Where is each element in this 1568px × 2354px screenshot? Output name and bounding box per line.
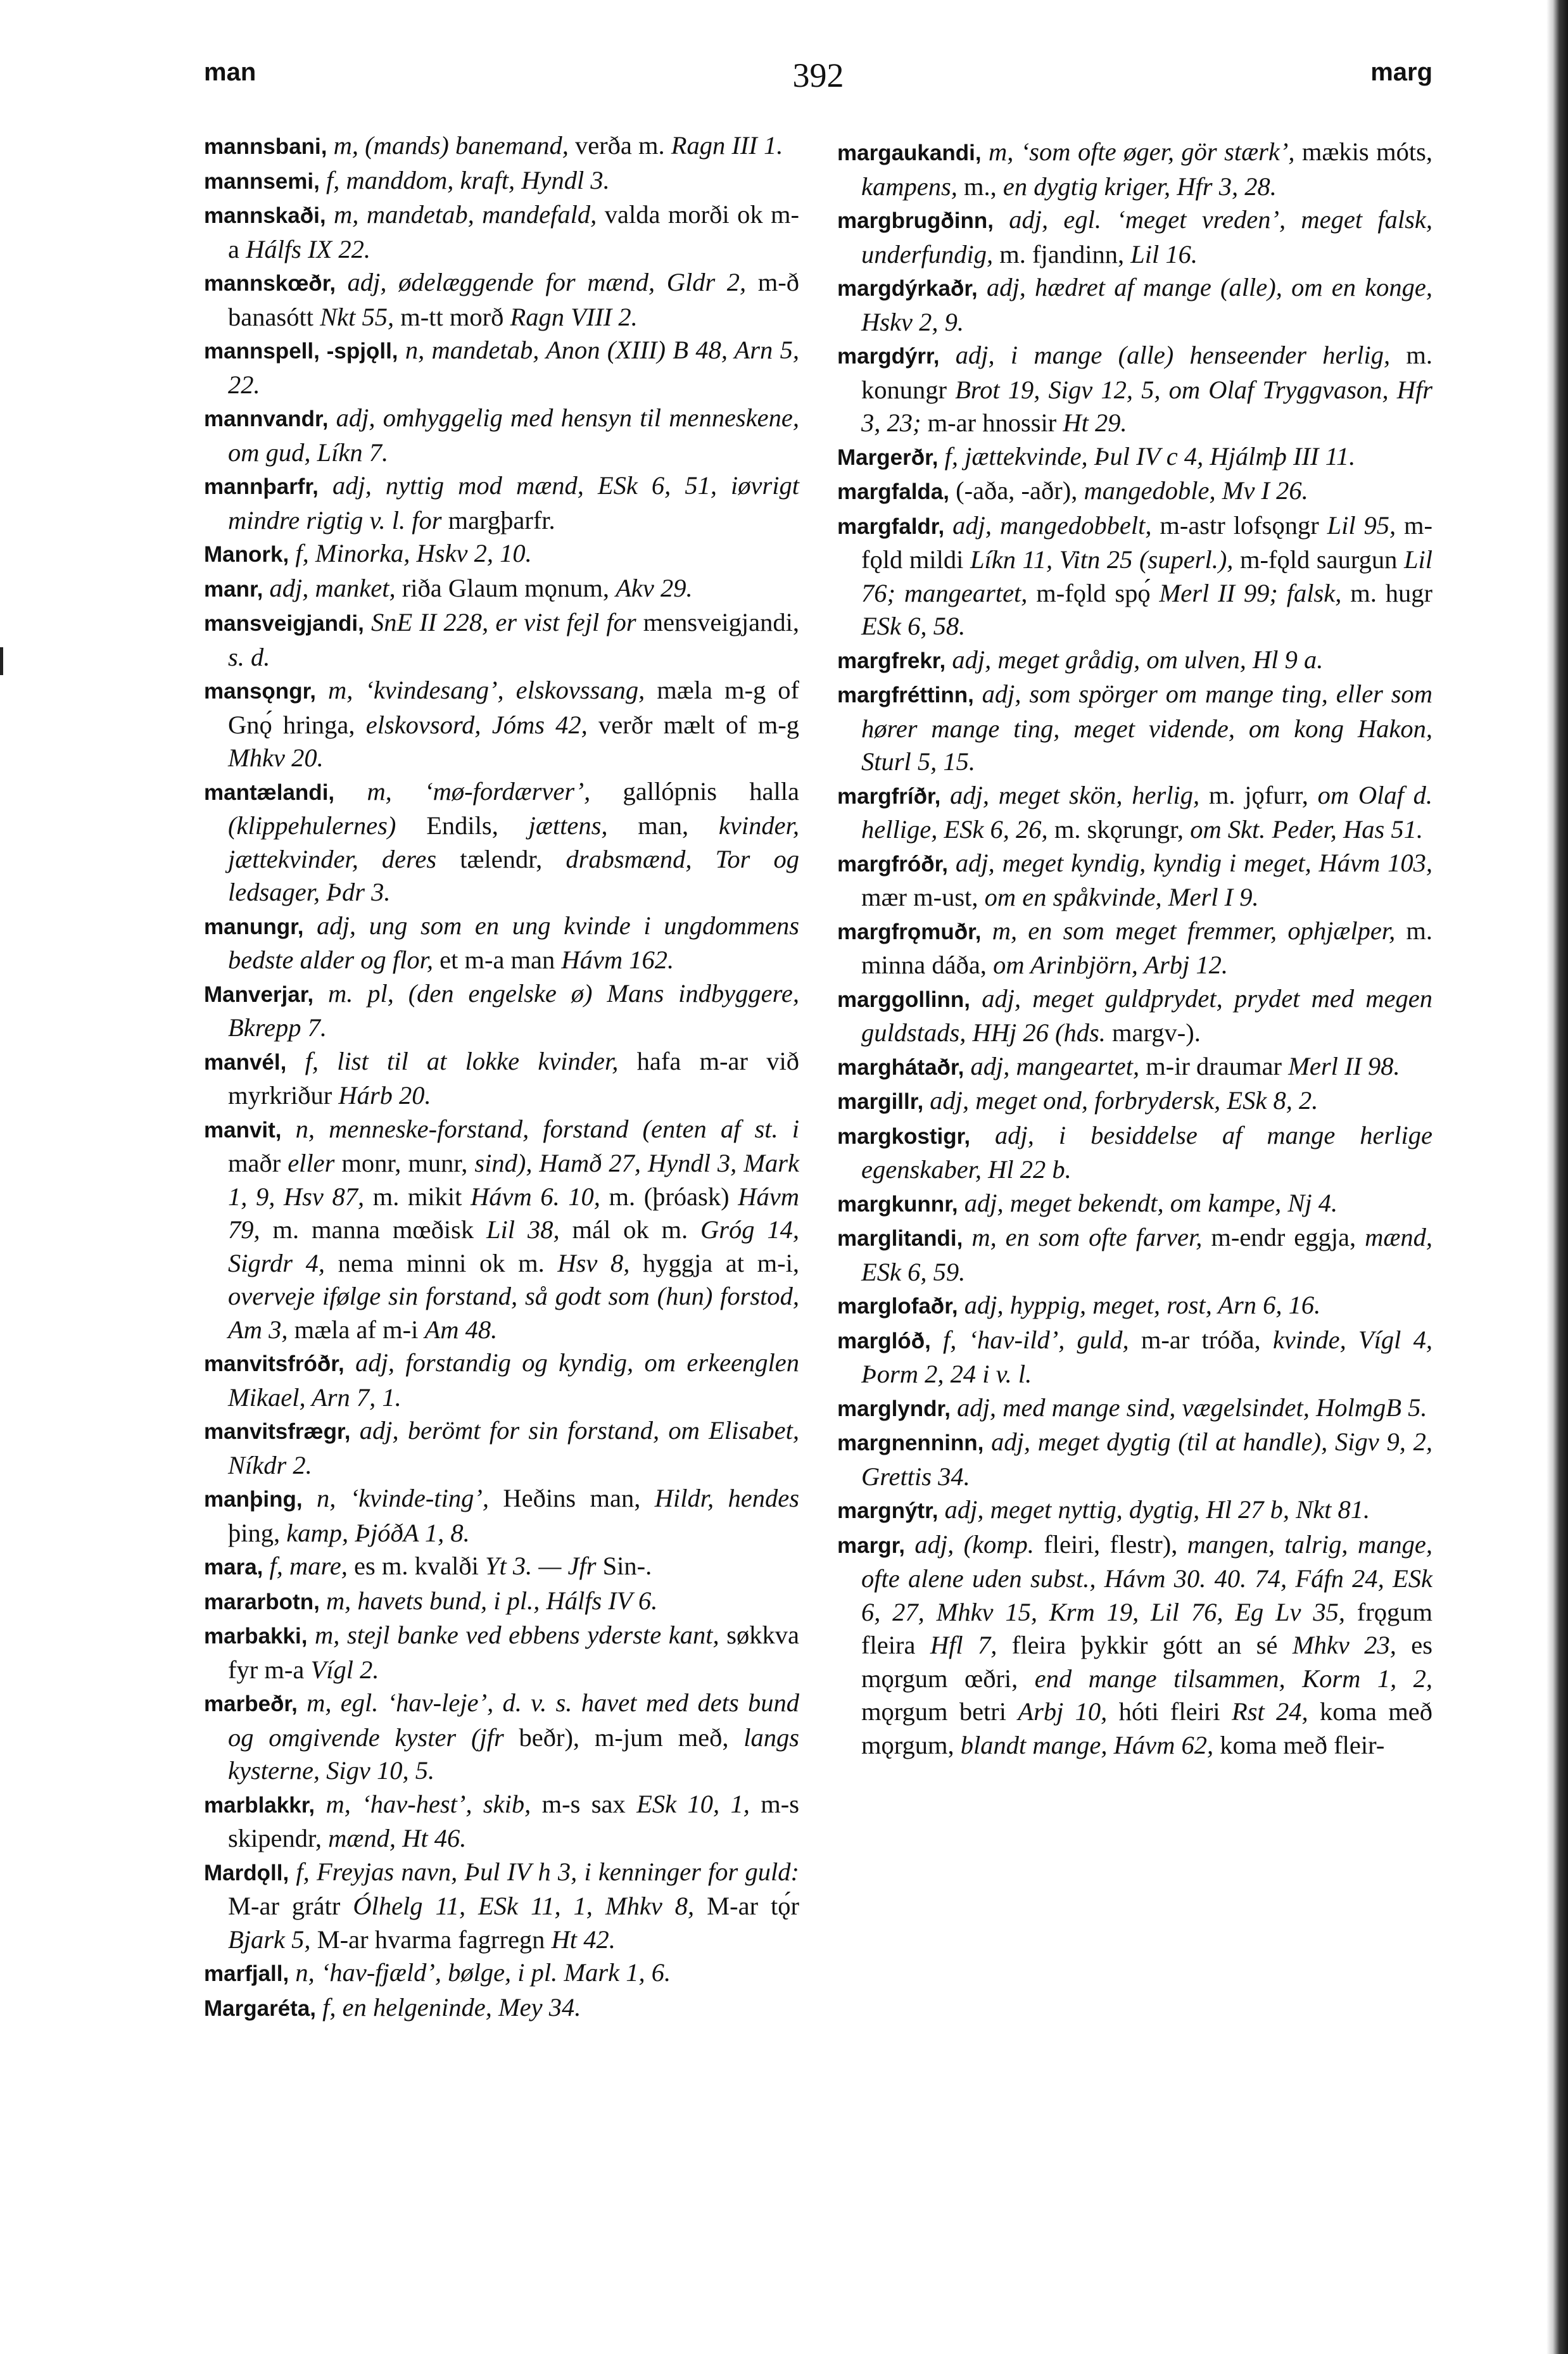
definition-italic: om en spåkvinde, Merl I 9. bbox=[984, 883, 1259, 911]
dictionary-entry bbox=[204, 334, 799, 402]
dictionary-entry bbox=[837, 678, 1432, 779]
definition-italic: end mange tilsammen, Korm 1, 2, bbox=[1034, 1664, 1433, 1693]
dictionary-entry bbox=[204, 1482, 799, 1550]
definition-roman: beðr), m-jum með, bbox=[519, 1723, 744, 1752]
headword: mannspell, -spjǫll, bbox=[204, 339, 398, 364]
definition-italic: adj, meget skön, herlig, bbox=[940, 780, 1209, 809]
definition-roman: es m. kvalði bbox=[354, 1552, 485, 1580]
page-number: 392 bbox=[792, 56, 844, 94]
headword: marglitandi, bbox=[837, 1226, 963, 1251]
dictionary-entry bbox=[204, 537, 799, 572]
dictionary-entry bbox=[837, 1221, 1432, 1289]
definition-italic: adj, forstandig og kyndig, om erkeenglen Mikael, Arn 7, 1. bbox=[228, 1348, 799, 1412]
dictionary-entry bbox=[837, 271, 1432, 339]
definition-roman: m. mikit bbox=[372, 1182, 471, 1211]
definition-italic: Hávm 6. 10, bbox=[471, 1182, 609, 1211]
dictionary-entry bbox=[204, 198, 799, 266]
definition-italic: drabsmænd, Tor og ledsager, Þdr 3. bbox=[228, 844, 800, 906]
headword: mara, bbox=[204, 1555, 263, 1579]
dictionary-entry bbox=[204, 1788, 799, 1856]
left-column bbox=[204, 129, 799, 2025]
headword: manvél, bbox=[204, 1049, 287, 1075]
definition-italic: blandt mange, Hávm 62, bbox=[960, 1730, 1220, 1759]
definition-italic: f, Freyjas navn, Þul IV h 3, i kenninger for guld: bbox=[289, 1857, 799, 1886]
definition-italic: adj, hyppig, meget, rost, Arn 6, 16. bbox=[958, 1291, 1321, 1319]
definition-italic: adj, i besiddelse af mange herlige egenskaber, Hl 22 b. bbox=[861, 1120, 1432, 1184]
definition-roman: et m-a man bbox=[439, 946, 562, 974]
definition-italic: Ragn VIII 2. bbox=[510, 302, 638, 331]
headword: mannskaði, bbox=[204, 203, 326, 228]
definition-roman: margþarfr. bbox=[448, 505, 555, 535]
dictionary-entry bbox=[837, 203, 1432, 271]
definition-italic: en dygtig kriger, Hfr 3, 28. bbox=[1002, 172, 1277, 201]
definition-italic: Rst 24, bbox=[1231, 1697, 1320, 1726]
definition-roman: m-ir draumar bbox=[1146, 1051, 1289, 1080]
headword: mannþarfr, bbox=[204, 474, 319, 499]
headword: manvitsfróðr, bbox=[204, 1351, 345, 1376]
definition-italic: Brot 19, Sigv 12, 5, om Olaf Tryggvason, Hfr 3, 23; bbox=[861, 375, 1432, 437]
definition-italic: adj, meget kyndig, kyndig i meget, Hávm 103, bbox=[948, 848, 1432, 877]
dictionary-entry bbox=[837, 1426, 1432, 1493]
dictionary-entry bbox=[204, 164, 799, 199]
headword: margfalda, bbox=[837, 479, 949, 504]
definition-italic: adj, manket, bbox=[263, 573, 402, 602]
dictionary-entry bbox=[837, 1493, 1432, 1528]
definition-italic: Vígl 2. bbox=[310, 1655, 379, 1684]
headword: manungr, bbox=[204, 914, 304, 939]
headword: margillr, bbox=[837, 1089, 924, 1114]
definition-italic: n, menneske-forstand, forstand (enten af st. i bbox=[281, 1114, 799, 1143]
definition-italic: Mhkv 20. bbox=[228, 744, 324, 772]
definition-roman: riða Glaum mǫnum, bbox=[401, 573, 616, 602]
headword: mantælandi, bbox=[204, 780, 335, 805]
definition-roman: M-ar tǫ́r bbox=[707, 1892, 799, 1920]
definition-italic: adj, meget nyttig, dygtig, Hl 27 b, Nkt 81. bbox=[938, 1495, 1370, 1524]
headword: margnenninn, bbox=[837, 1431, 984, 1455]
headword: manvitsfrægr, bbox=[204, 1419, 351, 1444]
binding-mark bbox=[0, 647, 3, 675]
definition-roman: margv-). bbox=[1112, 1018, 1201, 1047]
headword: marglóð, bbox=[837, 1328, 931, 1353]
definition-italic: adj, meget grådig, om ulven, Hl 9 a. bbox=[945, 645, 1324, 674]
definition-italic: n, ‘hav-fjæld’, bølge, i pl. Mark 1, 6. bbox=[289, 1958, 671, 1987]
headword: mannvandr, bbox=[204, 407, 329, 431]
definition-italic: om Olaf d. hellige, ESk 6, 26, bbox=[861, 780, 1433, 844]
definition-italic: kvinde, Vígl 4, Þorm 2, 24 i v. l. bbox=[861, 1325, 1432, 1388]
definition-roman: hóti fleiri bbox=[1118, 1697, 1232, 1726]
definition-italic: Hávm 162. bbox=[561, 946, 674, 974]
dictionary-entry bbox=[204, 1045, 799, 1113]
right-column bbox=[837, 136, 1432, 1762]
headword: margfríðr, bbox=[837, 783, 941, 809]
definition-roman: koma með fleir- bbox=[1220, 1730, 1385, 1759]
definition-italic: kamp, ÞjóðA 1, 8. bbox=[286, 1518, 470, 1547]
definition-roman: m. minna dáða, bbox=[861, 916, 1432, 979]
definition-italic: f, ‘hav-ild’, guld, bbox=[930, 1325, 1141, 1354]
definition-roman: verðr mælt of m-g bbox=[598, 710, 799, 739]
definition-italic: adj, i mange (alle) henseender herlig, bbox=[939, 341, 1407, 369]
definition-italic: jættens, bbox=[528, 811, 638, 840]
definition-roman: mæla m-g of Gnǫ́ hringa, bbox=[228, 676, 799, 739]
page-header bbox=[204, 56, 1432, 100]
headword: manr, bbox=[204, 576, 263, 602]
dictionary-entry bbox=[204, 129, 799, 164]
definition-roman: m. jǫfurr, bbox=[1208, 780, 1318, 809]
definition-italic: elskovsord, Jóms 42, bbox=[365, 710, 598, 739]
dictionary-entry bbox=[204, 1346, 799, 1414]
dictionary-entry bbox=[837, 847, 1432, 914]
definition-roman: frǫgum fleira bbox=[861, 1597, 1432, 1659]
headword: manþing, bbox=[204, 1487, 303, 1512]
definition-roman: monr, munr, bbox=[341, 1149, 475, 1177]
dictionary-entry bbox=[837, 1391, 1432, 1426]
definition-italic: f, list til at lokke kvinder, bbox=[286, 1046, 637, 1075]
headword: margaukandi, bbox=[837, 141, 982, 165]
dictionary-entry bbox=[837, 779, 1432, 847]
dictionary-entry bbox=[204, 1113, 799, 1347]
dictionary-entry bbox=[204, 674, 799, 775]
definition-roman: m., bbox=[963, 172, 1003, 201]
definition-italic: adj, ung som en ung kvinde i ungdommens bedste alder og flor, bbox=[228, 911, 799, 974]
definition-italic: Merl II 98. bbox=[1288, 1051, 1400, 1080]
definition-italic: kvinder, jættekvinder, deres bbox=[228, 811, 799, 873]
definition-italic: adj, egl. ‘meget vreden’, meget falsk, underfundig, bbox=[861, 205, 1432, 269]
definition-italic: mangen, talrig, mange, ofte alene uden subst., Hávm 30. 40. 74, Fáfn 24, ESk 6, 27, Mhkv 15, Krm 19, Lil 76, Eg Lv 35, bbox=[861, 1529, 1432, 1626]
right-guide-word: marg bbox=[1370, 58, 1432, 86]
headword: Mardǫll, bbox=[204, 1860, 289, 1885]
headword: marbeðr, bbox=[204, 1692, 298, 1716]
definition-italic: Arbj 10, bbox=[1018, 1697, 1119, 1726]
definition-roman: es mǫrgum œðri, bbox=[861, 1631, 1432, 1693]
dictionary-entry bbox=[837, 440, 1432, 475]
definition-roman: mær m-ust, bbox=[861, 883, 985, 911]
definition-italic: adj, (komp. bbox=[905, 1529, 1044, 1559]
definition-roman: Sin-. bbox=[602, 1552, 652, 1580]
dictionary-entry bbox=[837, 509, 1432, 643]
definition-italic: sind), Hamð 27, Hyndl 3, Mark 1, 9, Hsv 87, bbox=[228, 1149, 800, 1211]
definition-italic: ESk 6, 58. bbox=[861, 612, 966, 640]
headword: Manverjar, bbox=[204, 982, 314, 1007]
headword: marglyndr, bbox=[837, 1396, 951, 1421]
definition-roman: tælendr, bbox=[460, 844, 566, 873]
headword: mararbotn, bbox=[204, 1589, 320, 1614]
definition-italic: Hárb 20. bbox=[338, 1081, 431, 1110]
definition-italic: m, stejl banke ved ebbens yderste kant, bbox=[307, 1621, 727, 1649]
definition-italic: adj, mangedobbelt, bbox=[944, 510, 1160, 540]
definition-italic: n, mandetab, Anon (XIII) B 48, Arn 5, 22. bbox=[228, 336, 800, 399]
definition-roman: maðr bbox=[228, 1149, 288, 1177]
headword: mansveigjandi, bbox=[204, 611, 364, 636]
definition-roman: m-fǫld saurgun bbox=[1240, 545, 1404, 574]
headword: mannsbani, bbox=[204, 134, 327, 159]
definition-italic: Lil 95, bbox=[1327, 510, 1404, 540]
dictionary-entry bbox=[204, 402, 799, 469]
definition-roman: M-ar hvarma fagrregn bbox=[317, 1925, 552, 1954]
definition-roman: gallópnis halla bbox=[623, 776, 799, 806]
definition-italic: m. pl, (den engelske ø) Mans indbyggere, Bkrepp 7. bbox=[228, 978, 799, 1042]
definition-italic: s. d. bbox=[228, 642, 270, 671]
definition-italic: m, ‘hav-hest’, skib, bbox=[315, 1789, 542, 1818]
definition-italic: Ólhelg 11, ESk 11, 1, Mhkv 8, bbox=[353, 1892, 707, 1920]
definition-italic: f, en helgeninde, Mey 34. bbox=[316, 1992, 581, 2022]
definition-italic: Ht 29. bbox=[1063, 408, 1127, 437]
dictionary-entry bbox=[837, 1050, 1432, 1085]
definition-roman: søkkva fyr m-a bbox=[228, 1621, 799, 1684]
definition-roman: m. fjandinn, bbox=[999, 239, 1131, 269]
definition-italic: adj, som spörger om mange ting, eller som hører mange ting, meget vidende, om kong Hakon, Sturl 5, 15. bbox=[861, 680, 1432, 776]
definition-italic: Mhkv 23, bbox=[1292, 1631, 1412, 1659]
definition-roman: m-ar hnossir bbox=[927, 408, 1063, 437]
headword: margfrǫmuðr, bbox=[837, 919, 982, 944]
definition-roman: fleira þykkir gótt an sé bbox=[1011, 1631, 1293, 1659]
dictionary-entry bbox=[837, 1084, 1432, 1119]
definition-italic: f, mare, bbox=[263, 1552, 355, 1580]
dictionary-entry bbox=[204, 977, 799, 1045]
definition-italic: Líkn 11, Vitn 25 (superl.), bbox=[970, 545, 1241, 574]
headword: margfrekr, bbox=[837, 648, 946, 673]
definition-italic: m, (mands) banemand, bbox=[327, 131, 575, 160]
headword: margkunnr, bbox=[837, 1191, 958, 1217]
dictionary-entry bbox=[204, 1956, 799, 1991]
dictionary-entry bbox=[837, 1528, 1432, 1762]
dictionary-entry bbox=[204, 1686, 799, 1788]
definition-italic: m, mandetab, mandefald, bbox=[326, 200, 605, 229]
dictionary-entry bbox=[837, 1289, 1432, 1324]
headword: Margaréta, bbox=[204, 1996, 317, 2021]
headword: marblakkr, bbox=[204, 1792, 315, 1818]
definition-roman: m. konungr bbox=[861, 341, 1432, 404]
definition-italic: Hsv 8, bbox=[557, 1248, 643, 1277]
definition-italic: SnE II 228, er vist fejl for bbox=[364, 608, 643, 636]
dictionary-entry bbox=[204, 572, 799, 607]
headword: margdýrkaðr, bbox=[837, 276, 978, 301]
definition-roman: m-tt morð bbox=[400, 302, 510, 331]
definition-italic: Nkt 55, bbox=[320, 302, 401, 331]
definition-italic: Ht 42. bbox=[551, 1925, 616, 1954]
definition-roman: nema minni ok m. bbox=[338, 1248, 558, 1277]
dictionary-entry bbox=[837, 914, 1432, 982]
definition-italic: f, manddom, kraft, Hyndl 3. bbox=[319, 165, 610, 194]
definition-italic: adj, meget bekendt, om kampe, Nj 4. bbox=[958, 1188, 1338, 1217]
definition-italic: m, en som ofte farver, bbox=[963, 1223, 1211, 1251]
definition-italic: adj, meget guldprydet, prydet med megen guldstads, HHj 26 (hds. bbox=[861, 984, 1432, 1047]
definition-roman: m. skǫrungr, bbox=[1054, 815, 1191, 844]
definition-italic: om Skt. Peder, Has 51. bbox=[1190, 815, 1424, 844]
dictionary-entry bbox=[204, 775, 799, 909]
definition-italic: Ragn III 1. bbox=[671, 131, 783, 160]
dictionary-entry bbox=[204, 1585, 799, 1619]
headword: marfjall, bbox=[204, 1961, 289, 1986]
definition-italic: m, ‘mø-fordærver’, bbox=[334, 776, 623, 806]
dictionary-entry bbox=[204, 1414, 799, 1482]
headword: margnýtr, bbox=[837, 1498, 939, 1523]
headword: margfréttinn, bbox=[837, 683, 974, 707]
dictionary-entry bbox=[204, 266, 799, 334]
definition-italic: m, ‘som ofte øger, gör stærk’, bbox=[981, 137, 1302, 166]
dictionary-entry bbox=[837, 643, 1432, 678]
definition-italic: om Arinbjörn, Arbj 12. bbox=[993, 951, 1228, 979]
definition-italic: adj, ødelæggende for mænd, Gldr 2, bbox=[336, 268, 758, 296]
definition-italic: Lil 76; mangeartet, bbox=[861, 545, 1432, 607]
definition-roman: Heðins man, bbox=[503, 1484, 655, 1512]
definition-roman: mensveigjandi, bbox=[643, 608, 799, 636]
definition-italic: adj, berömt for sin forstand, om Elisabet, Níkdr 2. bbox=[228, 1416, 799, 1479]
headword: mansǫngr, bbox=[204, 679, 316, 704]
definition-italic: Lil 38, bbox=[486, 1215, 572, 1244]
definition-roman: valda morði ok m-a bbox=[228, 200, 800, 263]
definition-italic: adj, meget ond, forbrydersk, ESk 8, 2. bbox=[923, 1086, 1318, 1115]
dictionary-entry bbox=[204, 1856, 799, 1957]
definition-italic: m, en som meget fremmer, ophjælper, bbox=[981, 916, 1407, 945]
scan-edge bbox=[1546, 0, 1568, 2354]
headword: marbakki, bbox=[204, 1624, 308, 1648]
headword: marghátaðr, bbox=[837, 1054, 964, 1080]
dictionary-entry bbox=[837, 1187, 1432, 1222]
dictionary-entry bbox=[204, 1550, 799, 1585]
dictionary-entry bbox=[837, 474, 1432, 509]
definition-roman: þing, bbox=[228, 1518, 287, 1547]
definition-roman: m-fǫld mildi bbox=[861, 510, 1432, 574]
definition-italic: m, ‘kvindesang’, elskovssang, bbox=[315, 676, 657, 704]
definition-roman: mækis móts, bbox=[1301, 137, 1432, 166]
definition-roman: m. (þróask) bbox=[609, 1182, 738, 1211]
definition-italic: kampens, bbox=[861, 172, 964, 201]
definition-roman: mál ok m. bbox=[572, 1215, 700, 1244]
dictionary-entry bbox=[204, 909, 799, 977]
definition-roman: Endils, bbox=[426, 811, 529, 840]
dictionary-entry bbox=[837, 339, 1432, 440]
headword: mannskœðr, bbox=[204, 271, 336, 296]
dictionary-entry bbox=[204, 1991, 799, 2026]
headword: margkostigr, bbox=[837, 1123, 971, 1149]
definition-roman: m. manna mœðisk bbox=[272, 1215, 487, 1244]
headword: marglofaðr, bbox=[837, 1294, 958, 1319]
definition-italic: (klippehulernes) bbox=[228, 811, 427, 840]
definition-italic: mangedoble, Mv I 26. bbox=[1084, 476, 1308, 505]
headword: margdýrr, bbox=[837, 344, 940, 369]
definition-roman: (-aða, -aðr), bbox=[949, 476, 1084, 505]
definition-italic: ESk 10, 1, bbox=[636, 1789, 761, 1818]
headword: Manork, bbox=[204, 542, 289, 567]
definition-italic: Am 48. bbox=[424, 1315, 498, 1344]
headword: mannsemi, bbox=[204, 168, 320, 194]
definition-roman: man, bbox=[638, 811, 719, 840]
definition-italic: n, ‘kvinde-ting’, bbox=[302, 1484, 503, 1512]
definition-roman: mæla af m-i bbox=[294, 1315, 425, 1344]
left-guide-word: man bbox=[204, 58, 256, 86]
definition-roman: m-endr eggja, bbox=[1211, 1223, 1365, 1251]
dictionary-entry bbox=[204, 1619, 799, 1686]
definition-italic: f, Minorka, Hskv 2, 10. bbox=[289, 539, 532, 567]
definition-roman: fleiri, flestr), bbox=[1044, 1529, 1187, 1559]
definition-italic: Bjark 5, bbox=[228, 1925, 317, 1954]
definition-roman: M-ar grátr bbox=[228, 1892, 353, 1920]
dictionary-entry bbox=[204, 606, 799, 674]
dictionary-entry bbox=[837, 136, 1432, 203]
definition-roman: m-fǫld spǫ́ bbox=[1036, 578, 1160, 607]
definition-italic: Gróg 14, Sigrdr 4, bbox=[228, 1215, 800, 1277]
definition-roman: m. hugr bbox=[1350, 578, 1432, 607]
definition-roman: hyggja at m-i, bbox=[642, 1248, 799, 1277]
dictionary-entry bbox=[837, 1119, 1432, 1187]
definition-italic: Yt 3. — Jfr bbox=[485, 1552, 603, 1580]
definition-roman: verða m. bbox=[574, 131, 671, 160]
dictionary-entry bbox=[837, 982, 1432, 1050]
definition-italic: Hildr, hendes bbox=[654, 1484, 799, 1512]
definition-italic: Lil 16. bbox=[1130, 239, 1198, 269]
definition-italic: Akv 29. bbox=[616, 573, 693, 602]
definition-italic: adj, meget dygtig (til at handle), Sigv 9, 2, Grettis 34. bbox=[861, 1427, 1432, 1491]
definition-roman: m-astr lofsǫngr bbox=[1160, 510, 1327, 540]
definition-italic: langs kysterne, Sigv 10, 5. bbox=[228, 1723, 799, 1785]
definition-italic: mænd, ESk 6, 59. bbox=[861, 1223, 1432, 1286]
definition-italic: eller bbox=[288, 1149, 342, 1177]
definition-italic: f, jættekvinde, Þul IV c 4, Hjálmþ III 11. bbox=[938, 441, 1356, 471]
definition-roman: m-ð banasótt bbox=[228, 268, 799, 331]
definition-italic: adj, mangeartet, bbox=[964, 1051, 1146, 1080]
definition-italic: adj, med mange sind, vægelsindet, HolmgB 5. bbox=[950, 1393, 1427, 1422]
definition-roman: m-s skipendr, bbox=[228, 1789, 799, 1852]
definition-roman: m-s sax bbox=[541, 1789, 637, 1818]
dictionary-entry bbox=[204, 469, 799, 537]
headword: margfróðr, bbox=[837, 851, 949, 876]
definition-italic: overveje ifølge sin forstand, så godt som (hun) forstod, Am 3, bbox=[228, 1282, 799, 1344]
headword: margbrugðinn, bbox=[837, 208, 994, 233]
definition-roman: mǫrgum betri bbox=[861, 1697, 1018, 1726]
definition-italic: adj, hædret af mange (alle), om en konge, Hskv 2, 9. bbox=[861, 273, 1432, 336]
definition-italic: adj, nyttig mod mænd, ESk 6, 51, iøvrigt mindre rigtig v. l. for bbox=[228, 471, 799, 535]
headword: margfaldr, bbox=[837, 514, 945, 539]
headword: marggollinn, bbox=[837, 987, 970, 1012]
definition-italic: Hfl 7, bbox=[930, 1631, 1012, 1659]
definition-roman: koma með mǫrgum, bbox=[861, 1697, 1432, 1759]
definition-italic: Hávm 79, bbox=[228, 1182, 799, 1244]
definition-italic: m, egl. ‘hav-leje’, d. v. s. havet med dets bund og omgivende kyster (jfr bbox=[228, 1688, 799, 1752]
headword: margr, bbox=[837, 1533, 905, 1558]
definition-italic: m, havets bund, i pl., Hálfs IV 6. bbox=[319, 1586, 658, 1615]
definition-roman: hafa m-ar við myrkriður bbox=[228, 1046, 799, 1110]
definition-italic: Merl II 99; falsk, bbox=[1159, 578, 1351, 607]
definition-italic: mænd, Ht 46. bbox=[328, 1824, 467, 1852]
definition-italic: Hálfs IX 22. bbox=[246, 234, 370, 263]
dictionary-entry bbox=[837, 1324, 1432, 1391]
definition-roman: m-ar tróða, bbox=[1141, 1325, 1273, 1354]
definition-italic: adj, omhyggelig med hensyn til menneskene, om gud, Líkn 7. bbox=[228, 403, 799, 467]
headword: manvit, bbox=[204, 1117, 282, 1142]
headword: Margerðr, bbox=[837, 445, 939, 470]
